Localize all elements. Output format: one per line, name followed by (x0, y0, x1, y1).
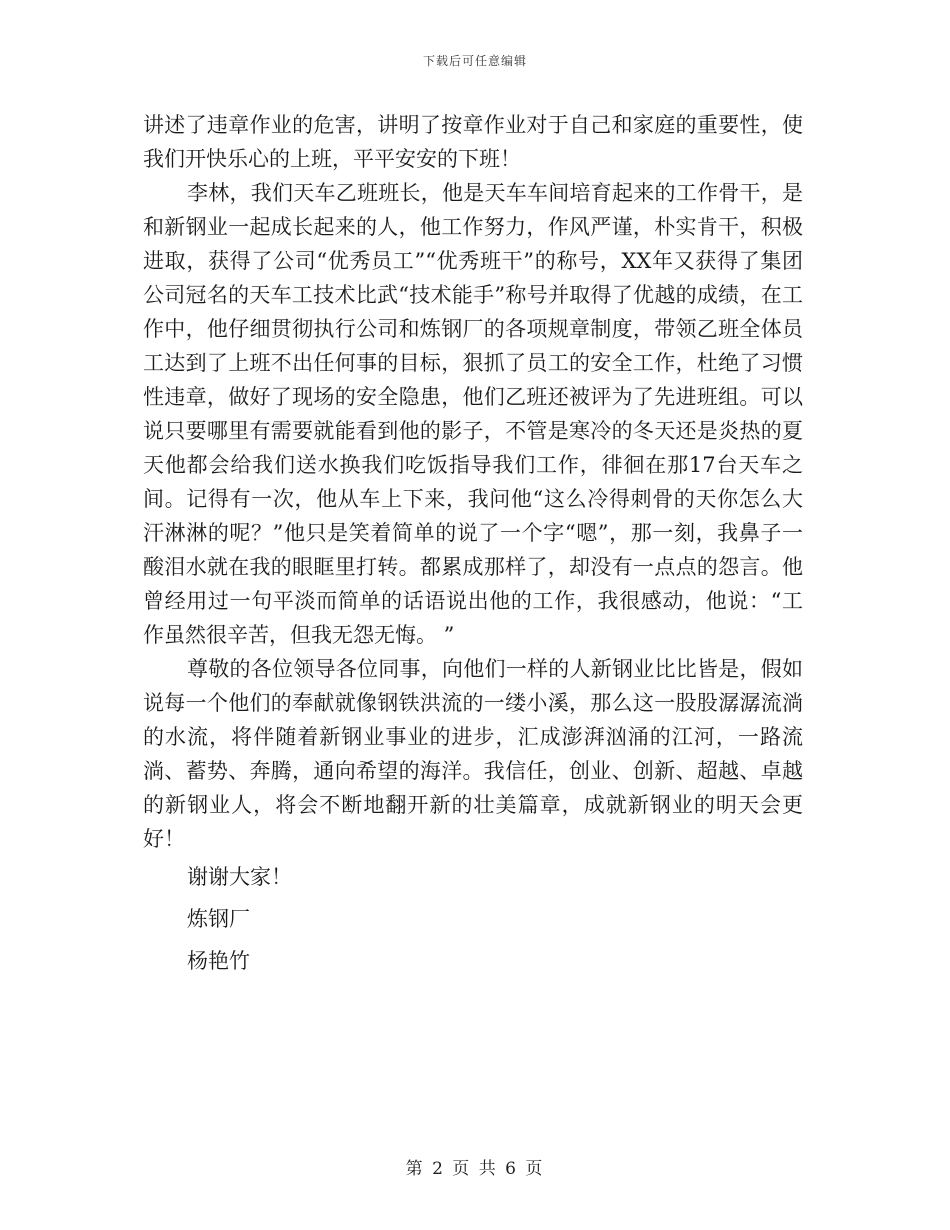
paragraph-closing-remarks: 尊敬的各位领导各位同事，向他们一样的人新钢业比比皆是，假如说每一个他们的奉献就像钢铁洪流的一缕小溪，那么这一股股潺潺流淌的水流，将伴随着新钢业事业的进步，汇成澎湃汹涌的江河，一路流淌、蓄势、奔腾，通向希望的海洋。我信任，创业、创新、超越、卓越的新钢业人，将会不断地翻开新的壮美篇章，成就新钢业的明天会更好！ (143, 657, 803, 851)
page-header: 下载后可任意编辑 (422, 54, 527, 68)
paragraph-li-lin: 李林，我们天车乙班班长，他是天车车间培育起来的工作骨干，是和新钢业一起成长起来的人，他工作努力，作风严谨，朴实肯干，积极进取，获得了公司“优秀员工”“优秀班干”的称号，XX年又获得了集团公司冠名的天车工技术比武“技术能手”称号并取得了优越的成绩，在工作中，他仔细贯彻执行公司和炼钢厂的各项规章制度，带领乙班全体员工达到了上班不出任何事的目标，狠抓了员工的安全工作，杜绝了习惯性违章，做好了现场的安全隐患，他们乙班还被评为了先进班组。可以说只要哪里有需要就能看到他的影子，不管是寒冷的冬天还是炎热的夏天他都会给我们送水换我们吃饭指导我们工作，徘徊在那17台天车之间。记得有一次，他从车上下来，我问他“这么冷得刺骨的天你怎么大汗淋淋的呢？”他只是笑着简单的说了一个字“嗯”，那一刻，我鼻子一酸泪水就在我的眼眶里打转。都累成那样了，却没有一点点的怨言。他曾经用过一句平淡而简单的话语说出他的工作，我很感动，他说：“工作虽然很辛苦，但我无怨无悔。 ” (143, 181, 803, 647)
closing-author: 杨艳竹 (187, 949, 250, 973)
closing-thanks: 谢谢大家！ (187, 865, 292, 889)
closing-department: 炼钢厂 (187, 907, 250, 931)
document-body (143, 108, 803, 982)
paragraph-continuation: 讲述了违章作业的危害，讲明了按章作业对于自己和家庭的重要性，使我们开快乐心的上班，平平安安的下班！ (143, 113, 803, 171)
page-number-footer: 第 2 页 共 6 页 (405, 1159, 545, 1179)
